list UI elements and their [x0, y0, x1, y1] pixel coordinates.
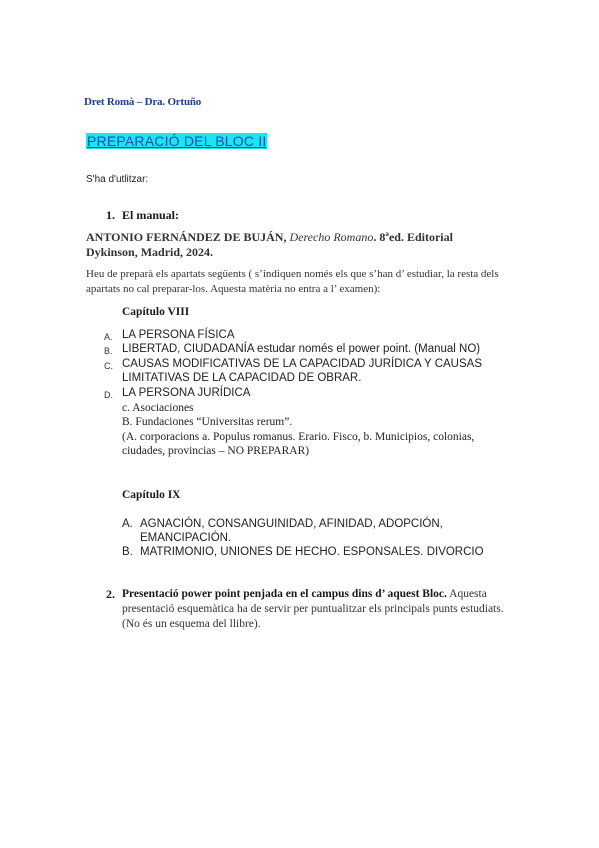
book-reference	[86, 230, 486, 260]
list-subitem: ciudades, provincias – NO PREPARAR)	[122, 445, 310, 457]
list-subitem: (A. corporacions a. Populus romanus. Erario. Fisco, b. Municipios, colonias,	[122, 431, 475, 443]
list-item: MATRIMONIO, UNIONES DE HECHO. ESPONSALES. DIVORCIO	[140, 546, 484, 558]
list-item: LA PERSONA FÍSICA	[122, 329, 235, 341]
list-item: AGNACIÓN, CONSANGUINIDAD, AFINIDAD, ADOPCIÓN,	[140, 518, 443, 530]
section-2-text: Aquesta presentació esquemàtica ha de servir per puntualitzar els principals punts estudiats. (No és un esquema del llibre).	[122, 588, 504, 630]
book-edition: . 8ªed. Editorial Dykinson, Madrid, 2024.	[86, 230, 453, 259]
section-2-bold-text: Presentació power point penjada en el campus dins d’ aquest Bloc.	[122, 588, 447, 600]
instruction-text: Heu de preparà els apartats següents ( s’indiquen només els que s’han d’ estudiar, la resta dels apartats no cal preparar-los. Aquesta matèria no entra a l’ examen):	[86, 268, 499, 295]
book-title: Derecho Romano	[289, 230, 374, 244]
book-author: ANTONIO FERNÁNDEZ DE BUJÁN,	[86, 230, 287, 244]
list-item: CAUSAS MODIFICATIVAS DE LA CAPACIDAD JURÍDICA Y CAUSAS	[122, 358, 482, 370]
list-letter: B.	[122, 546, 133, 558]
list-item-continuation: EMANCIPACIÓN.	[140, 532, 232, 544]
section-2-body	[122, 587, 522, 632]
section-1-title: El manual:	[122, 208, 180, 222]
list-letter: A.	[122, 518, 133, 530]
list-letter: A.	[104, 332, 113, 342]
list-letter: D.	[104, 390, 113, 400]
list-item	[122, 342, 480, 356]
list-letter: B.	[104, 346, 113, 356]
list-item-caps: LIBERTAD, CIUDADANÍA estudar només el power point. (Manual NO)	[122, 343, 481, 355]
list-item: LA PERSONA JURÍDICA	[122, 387, 251, 399]
intro-text: S'ha d'utlitzar:	[86, 174, 149, 185]
list-subitem: B. Fundaciones “Universitas rerum”.	[122, 416, 293, 428]
list-subitem: c. Asociaciones	[122, 402, 194, 414]
chapter-9-title: Capítulo IX	[122, 489, 181, 501]
chapter-8-title: Capítulo VIII	[122, 306, 190, 318]
section-1-number: 1.	[106, 208, 115, 222]
header-text: Dret Romà – Dra. Ortuño	[84, 96, 202, 108]
section-2-number: 2.	[106, 587, 115, 601]
list-item-continuation: LIMITATIVAS DE LA CAPACIDAD DE OBRAR.	[122, 372, 362, 384]
list-letter: C.	[104, 361, 113, 371]
page-title: PREPARACIÓ DEL BLOC II	[87, 133, 267, 149]
